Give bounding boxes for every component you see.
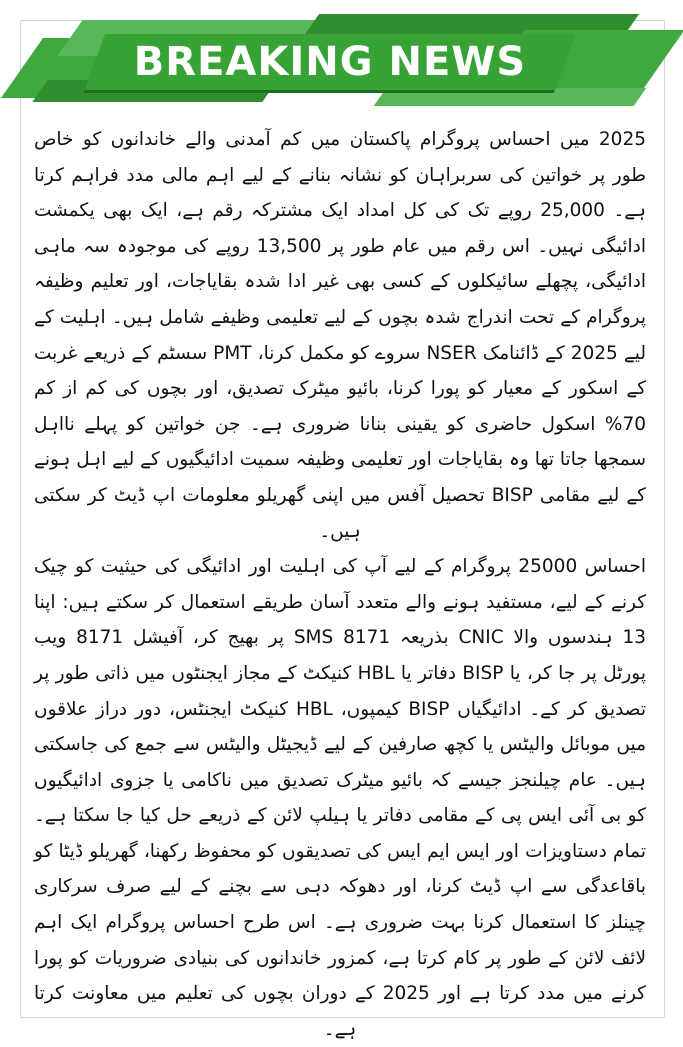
banner-title: BREAKING NEWS: [133, 39, 527, 85]
article-paragraph: 2025 میں احساس پروگرام پاکستان میں کم آمدنی والے خاندانوں کو خاص طور پر خواتین کی سربراہان کو نشانہ بنانے کے لیے اہم مالی مدد فراہم کرتا ہے۔ 25,000 روپے تک کی کل امداد ایک مشترکہ رقم ہے، ایک بھی یکمشت ادائیگی نہیں۔ اس رقم میں عام طور پر 13,500 روپے کی موجودہ سہ ماہی ادائیگی، پچھلے سائیکلوں کے کسی بھی غیر ادا شدہ بقایاجات، اور تعلیم وظیفہ پروگرام کے تحت اندراج شدہ بچوں کے لیے تعلیمی وظیفے شامل ہیں۔ اہلیت کے لیے 2025 کے ڈائنامک NSER سروے کو مکمل کرنا، PMT سسٹم کے ذریعے غربت کے اسکور کے معیار کو پورا کرنا، بائیو میٹرک تصدیق، اور بچوں کی کم از کم 70% اسکول حاضری کو یقینی بنانا ضروری ہے۔ جن خواتین کو پہلے نااہل سمجھا جاتا تھا وہ بقایاجات اور تعلیمی وظیفہ سمیت ادائیگیوں کے لیے اہل ہونے کے لیے مقامی BISP تحصیل آفس میں اپنی گھریلو معلومات اپ ڈیٹ کر سکتی ہیں۔: [34, 129, 646, 542]
banner-stripe: [374, 88, 647, 106]
breaking-news-banner: [0, 0, 683, 125]
article-body: [34, 122, 646, 1047]
article-paragraph: احساس 25000 پروگرام کے لیے آپ کی اہلیت اور ادائیگی کی حیثیت کو چیک کرنے کے لیے، مستفید ہونے والے متعدد آسان طریقے استعمال کر سکتے ہیں: اپنا 13 ہندسوں والا CNIC بذریعہ SMS 8171 پر بھیج کر، آفیشل 8171 ویب پورٹل پر جا کر، یا BISP دفاتر یا HBL کنیکٹ کے مجاز ایجنٹوں میں ذاتی طور پر تصدیق کر کے۔ ادائیگیاں BISP کیمپوں، HBL کنیکٹ ایجنٹس، دور دراز علاقوں میں موبائل والیٹس یا کچھ صارفین کے لیے ڈیجیٹل والیٹس سے جمع کی جاسکتی ہیں۔ عام چیلنجز جیسے کہ بائیو میٹرک تصدیق میں ناکامی یا جزوی ادائیگیوں کو بی آئی ایس پی کے مقامی دفاتر یا ہیلپ لائن کے ذریعے حل کیا جا سکتا ہے۔ تمام دستاویزات اور ایس ایم ایس کی تصدیقوں کو محفوظ رکھنا، گھریلو ڈیٹا کو باقاعدگی سے اپ ڈیٹ کرنا، اور دھوکہ دہی سے بچنے کے لیے صرف سرکاری چینلز کا استعمال کرنا بہت ضروری ہے۔ اس طرح احساس پروگرام ایک اہم لائف لائن کے طور پر کام کرتا ہے، کمزور خاندانوں کی بنیادی ضروریات کو پورا کرنے میں مدد کرتا ہے اور 2025 کے دوران بچوں کی تعلیم میں معاونت کرتا ہے۔: [34, 556, 646, 1040]
